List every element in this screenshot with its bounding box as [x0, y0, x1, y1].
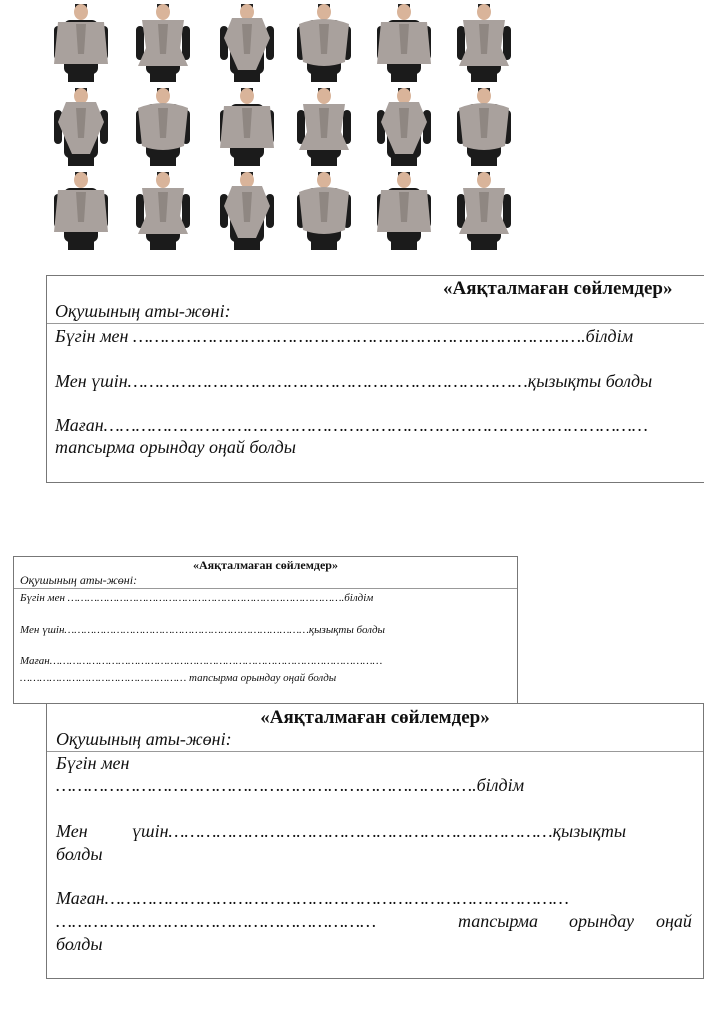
- sentence-interesting: Мен үшін…………………………………………………………………қызықты болды: [55, 371, 653, 391]
- sentence-interesting-end: болды: [56, 844, 103, 864]
- model-figure: [289, 88, 359, 166]
- sentence-today-learned: Бүгін мен ………………………………………………………………………….білдім: [20, 592, 374, 604]
- sentence-easy-task: Маған…………………………………………………………………………………………: [20, 655, 383, 667]
- model-figure: [128, 172, 198, 250]
- reflection-card-small: [13, 556, 518, 704]
- student-name-label: Оқушының аты-жөні:: [55, 301, 231, 321]
- model-figure: [449, 172, 519, 250]
- card-title: «Аяқталмаған сөйлемдер»: [193, 558, 338, 572]
- model-figure: [369, 4, 439, 82]
- sentence-easy-task-word3: оңай: [656, 911, 692, 931]
- model-figure: [289, 4, 359, 82]
- student-name-label: Оқушының аты-жөні:: [20, 573, 138, 587]
- card-title: «Аяқталмаған сөйлемдер»: [443, 278, 673, 299]
- sentence-easy-task-end: …………………………………………… тапсырма орындау оңай болды: [20, 672, 337, 684]
- sentence-interesting: Мен үшін…………………………………………………………………қызықты болды: [20, 624, 385, 636]
- card-title: «Аяқталмаған сөйлемдер»: [260, 707, 490, 728]
- reflection-card-large: [46, 275, 704, 483]
- model-figure: [46, 4, 116, 82]
- model-figure: [128, 4, 198, 82]
- sentence-easy-task-word1: тапсырма: [458, 911, 538, 931]
- sentence-easy-task-word2: орындау: [569, 911, 634, 931]
- model-figure: [128, 88, 198, 166]
- sentence-today-learned-end: …………………………………………………………………….білдім: [56, 775, 525, 795]
- divider: [14, 588, 517, 589]
- sentence-easy-task-end: тапсырма орындау оңай болды: [55, 437, 296, 457]
- model-figure: [212, 172, 282, 250]
- model-figure: [449, 4, 519, 82]
- sentence-easy-task: Маған…………………………………………………………………………………………: [55, 415, 648, 435]
- sentence-easy-task-dots: ……………………………………………………: [56, 911, 377, 931]
- sentence-interesting-word1: Мен: [56, 821, 88, 841]
- sentence-easy-task-start: Маған……………………………………………………………………………: [56, 888, 569, 908]
- reflection-card-justified: [46, 703, 704, 979]
- model-figure: [212, 88, 282, 166]
- sentence-today-learned: Бүгін мен ………………………………………………………………………….білдім: [55, 326, 634, 346]
- model-figure: [46, 88, 116, 166]
- divider: [47, 323, 704, 324]
- model-figure: [46, 172, 116, 250]
- sentence-easy-task-end: болды: [56, 934, 103, 954]
- model-figure: [289, 172, 359, 250]
- divider: [47, 751, 703, 752]
- model-figure: [212, 4, 282, 82]
- sentence-interesting-word2: үшін………………………………………………………………қызықты: [132, 821, 627, 841]
- student-name-label: Оқушының аты-жөні:: [56, 729, 232, 749]
- sentence-today-learned-start: Бүгін мен: [56, 753, 130, 773]
- model-figure: [369, 88, 439, 166]
- model-figure: [449, 88, 519, 166]
- model-figure: [369, 172, 439, 250]
